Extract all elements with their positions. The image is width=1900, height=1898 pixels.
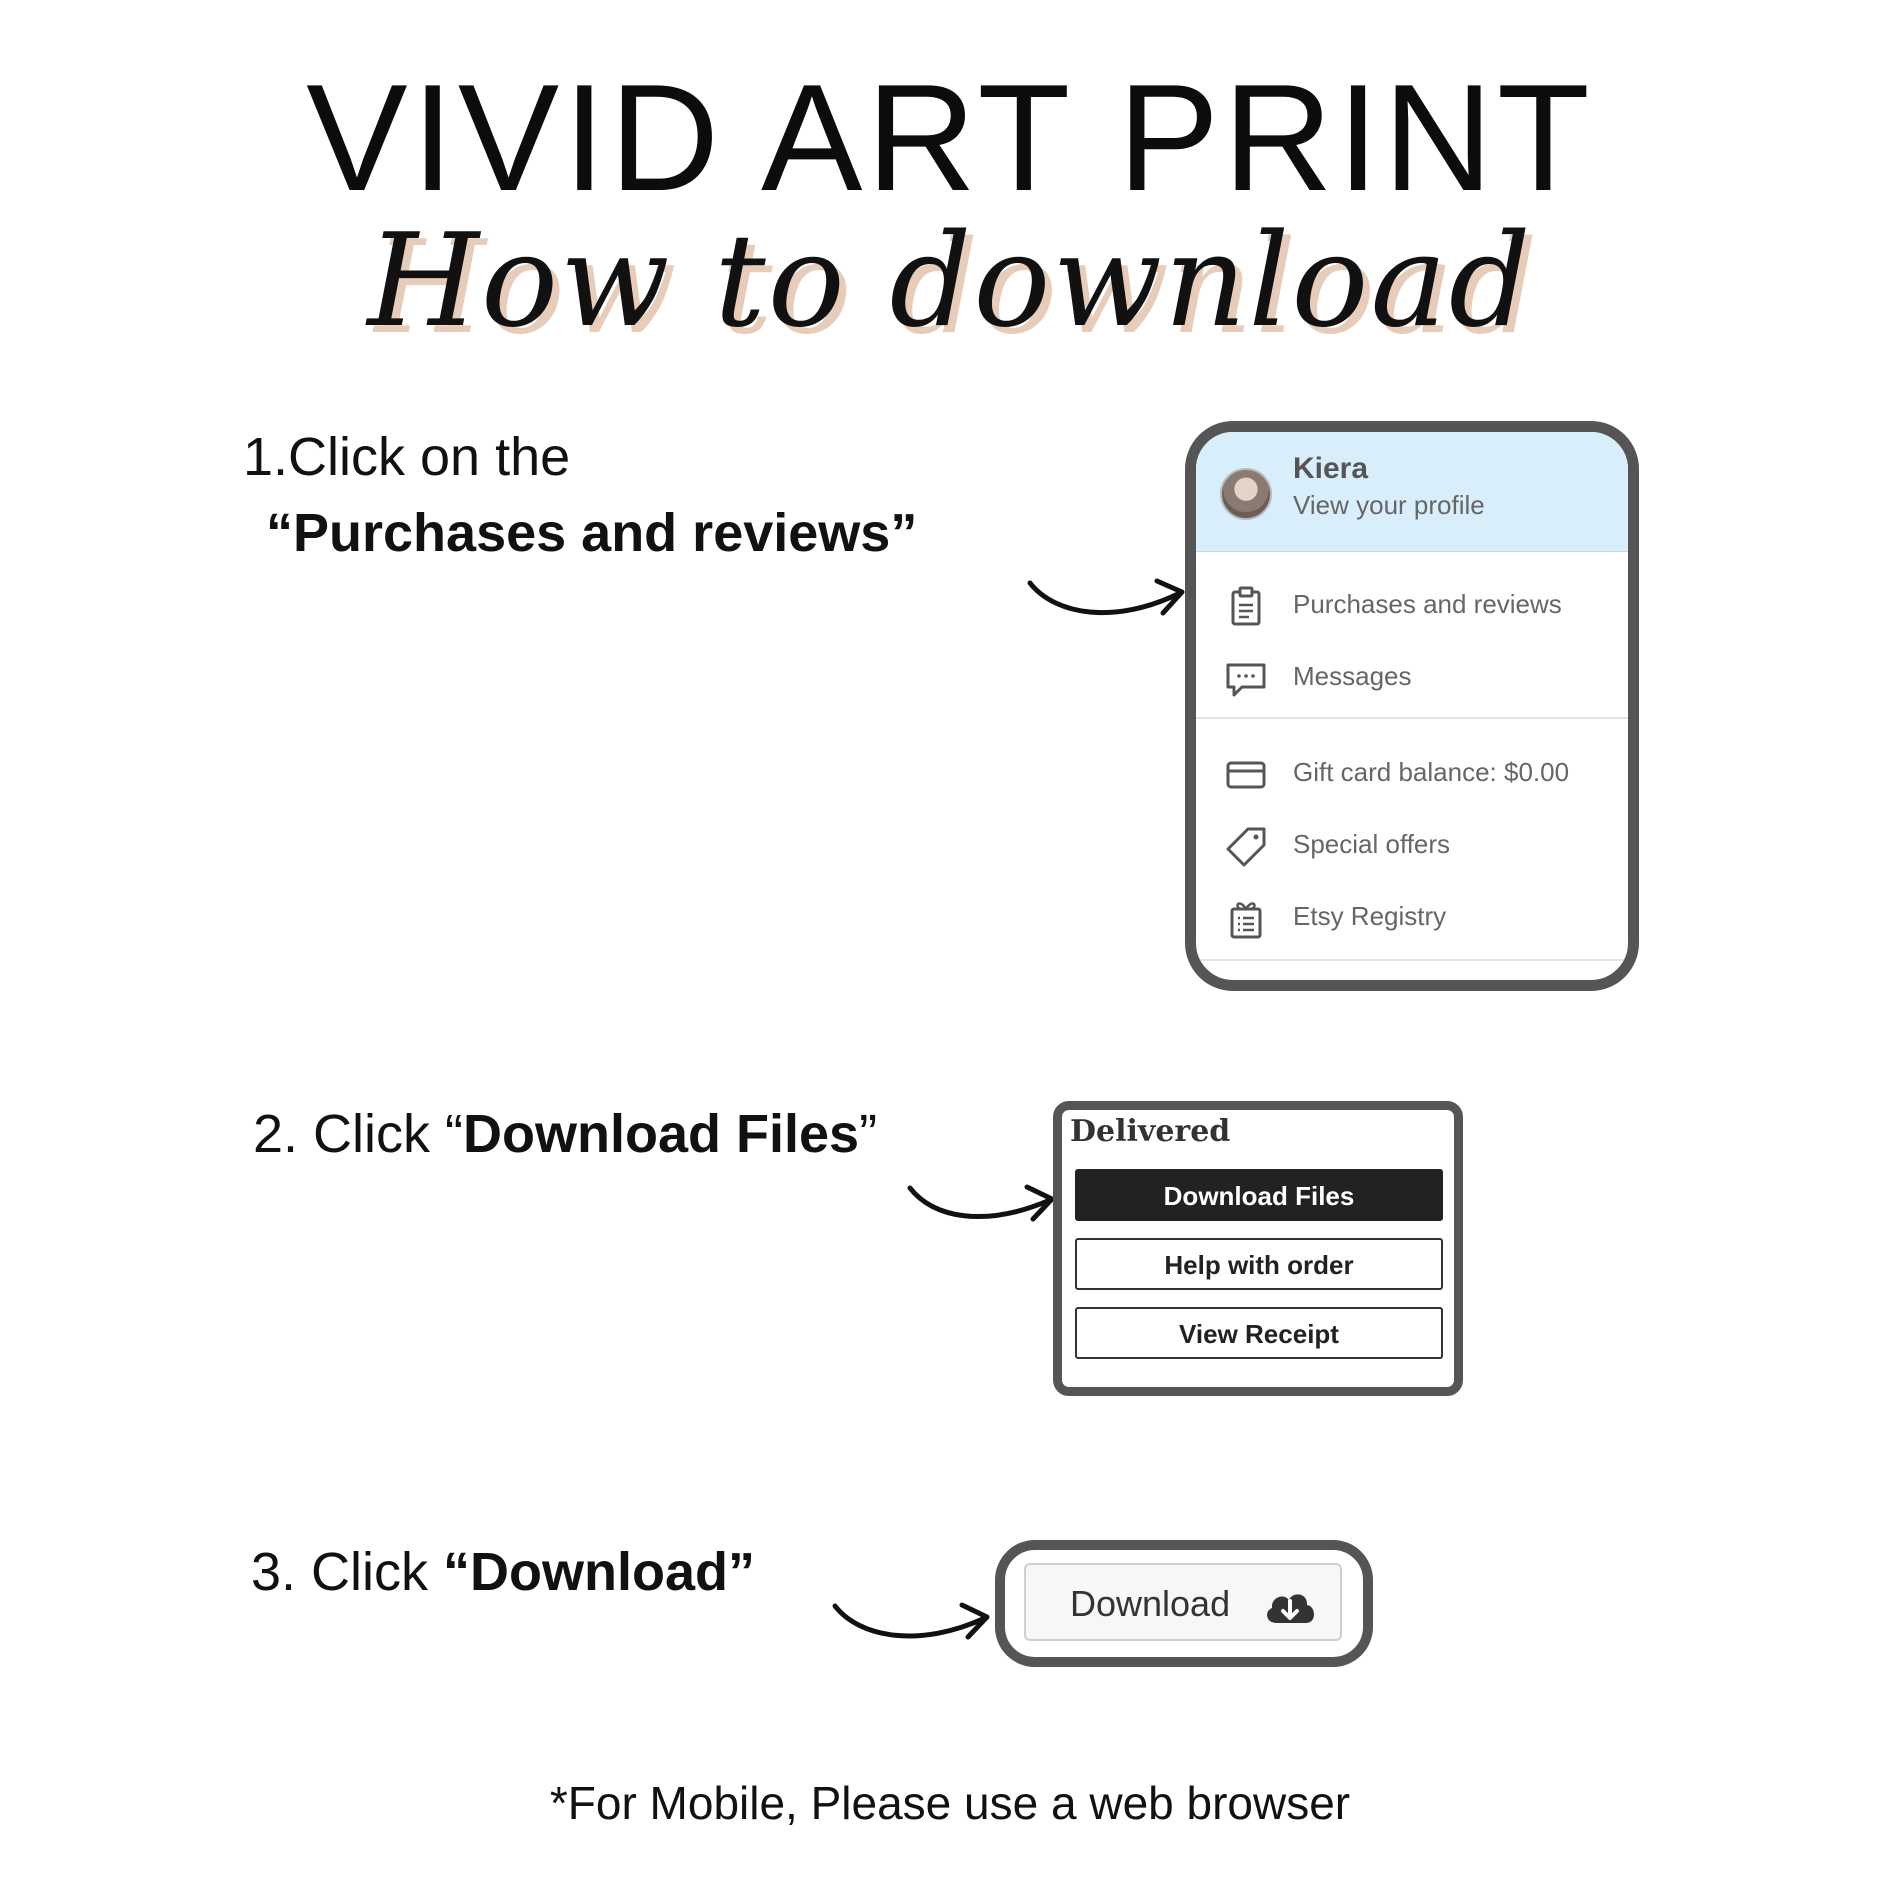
message-icon	[1224, 657, 1268, 701]
view-receipt-button[interactable]: View Receipt	[1075, 1307, 1443, 1359]
menu-item-etsy-registry[interactable]	[1196, 887, 1628, 947]
credit-card-icon	[1224, 753, 1268, 797]
account-menu-card	[1185, 421, 1639, 991]
help-with-order-button[interactable]: Help with order	[1075, 1238, 1443, 1290]
step-3-prefix: 3. Click	[251, 1542, 444, 1602]
step-3-text	[251, 1540, 755, 1605]
cloud-download-icon	[1262, 1587, 1318, 1627]
page-subtitle: How to download	[367, 207, 1533, 356]
download-button[interactable]	[1024, 1563, 1342, 1641]
menu-item-label: Etsy Registry	[1293, 901, 1447, 931]
arrow-step-3-icon	[830, 1598, 990, 1658]
step-1-target-text: “Purchases and reviews”	[266, 503, 918, 563]
menu-divider	[1196, 717, 1628, 719]
profile-name: Kiera	[1293, 452, 1369, 485]
menu-divider	[1196, 959, 1628, 961]
step-3-target-text: “Download”	[443, 1542, 756, 1602]
menu-item-gift-card[interactable]	[1196, 743, 1628, 803]
menu-item-purchases[interactable]	[1196, 575, 1628, 635]
order-actions-card	[1053, 1101, 1463, 1396]
download-card	[995, 1540, 1373, 1667]
menu-item-label: Messages	[1293, 661, 1412, 691]
view-profile-link[interactable]: View your profile	[1293, 490, 1485, 520]
menu-item-messages[interactable]	[1196, 647, 1628, 707]
step-2-text	[253, 1102, 877, 1167]
profile-header[interactable]	[1196, 432, 1628, 552]
footer-note: *For Mobile, Please use a web browser	[549, 1777, 1351, 1829]
download-button-label: Download	[1070, 1583, 1231, 1624]
tag-icon	[1224, 825, 1268, 869]
menu-item-special-offers[interactable]	[1196, 815, 1628, 875]
menu-item-label: Gift card balance: $0.00	[1293, 757, 1570, 787]
page-title: VIVID ART PRINT	[306, 53, 1594, 223]
menu-item-label: Special offers	[1293, 829, 1451, 859]
arrow-step-1-icon	[1025, 575, 1185, 635]
step-2-suffix: ”	[859, 1104, 878, 1164]
gift-list-icon	[1224, 897, 1268, 941]
menu-item-label: Purchases and reviews	[1293, 589, 1562, 619]
step-1-text: 1.Click on the	[243, 427, 571, 487]
clipboard-icon	[1224, 585, 1268, 629]
order-status: Delivered	[1070, 1114, 1231, 1149]
avatar	[1220, 468, 1272, 520]
step-2-target-text: Download Files	[463, 1104, 860, 1164]
step-2-prefix: 2. Click “	[253, 1104, 464, 1164]
arrow-step-2-icon	[905, 1180, 1055, 1240]
download-files-button[interactable]: Download Files	[1075, 1169, 1443, 1221]
